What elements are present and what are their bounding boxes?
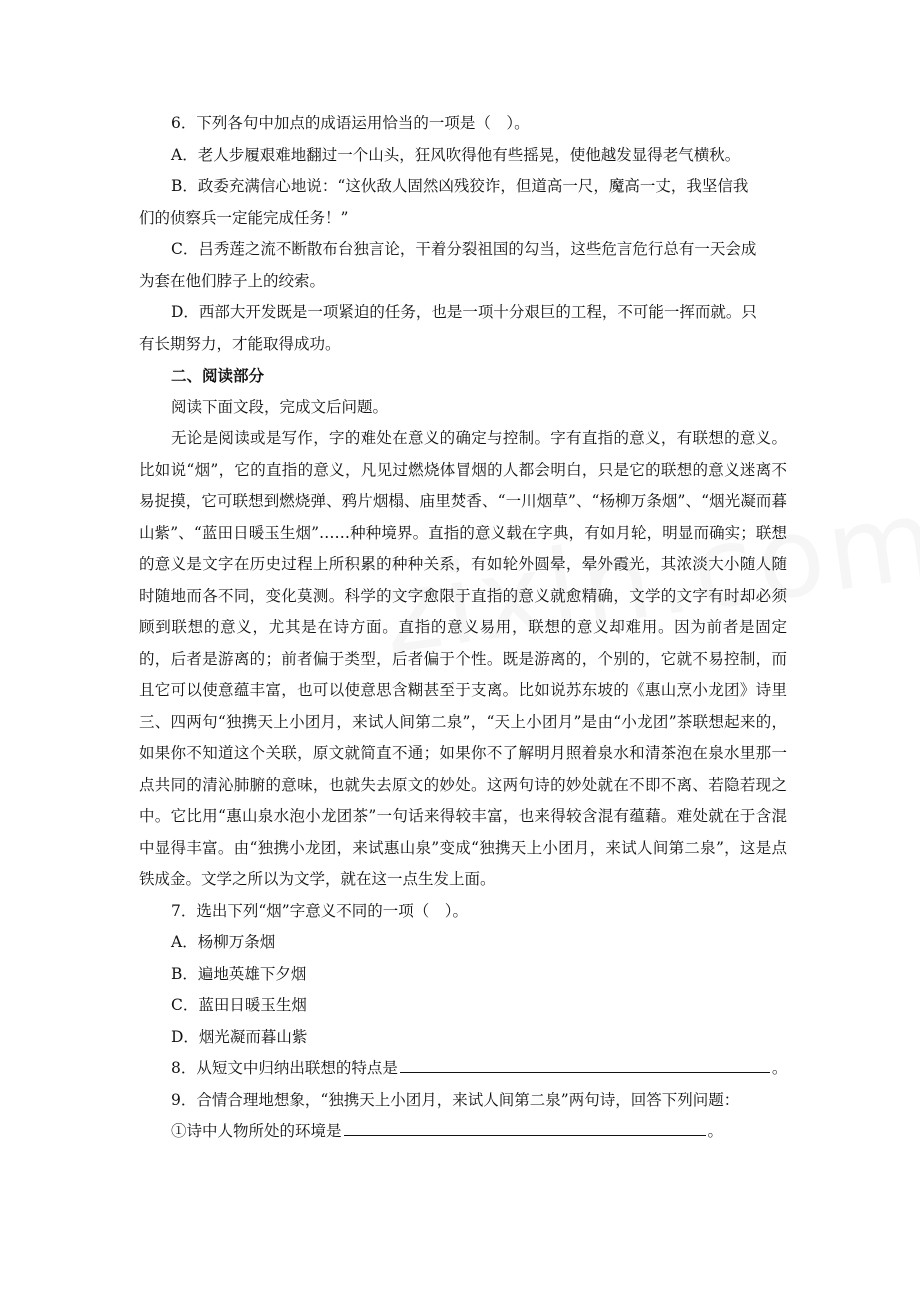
q7-stem: 7．选出下列“烟”字意义不同的一项（ ）。 <box>171 901 468 920</box>
q6-option-b-line2: 们的侦察兵一定能完成任务！” <box>139 208 349 227</box>
q6-option-c-line2: 为套在他们脖子上的绞索。 <box>139 271 326 290</box>
q8-end: 。 <box>771 1059 788 1077</box>
q6-option-d-line2: 有长期努力，才能取得成功。 <box>139 334 341 353</box>
q8-line <box>139 1053 787 1085</box>
document-content <box>139 108 787 1148</box>
section-intro: 阅读下面文段，完成文后问题。 <box>171 397 389 416</box>
reading-passage: 无论是阅读或是写作，字的难处在意义的确定与控制。字有直指的意义，有联想的意义。比如说“烟”，它的直指的意义，凡见过燃烧体冒烟的人都会明白，只是它的联想的意义迷离不易捉摸，它可联想到燃烧弹、鸦片烟榻、庙里焚香、“一川烟草”、“杨柳万条烟”、“烟光凝而暮山紫”、“蓝田日暖玉生烟”……种种境界。直指的意义载在字典，有如月轮，明显而确实；联想的意义是文字在历史过程上所积累的种种关系，有如轮外圆晕，晕外霞光，其浓淡大小随人随时随地而各不同，变化莫测。科学的文字愈限于直指的意义就愈精确，文学的文字有时却必须顾到联想的意义，尤其是在诗方面。直指的意义易用，联想的意义却难用。因为前者是固定的，后者是游离的；前者偏于类型，后者偏于个性。既是游离的，个别的，它就不易控制，而且它可以使意蕴丰富，也可以使意思含糊甚至于支离。比如说苏东坡的《惠山烹小龙团》诗里三、四两句“独携天上小团月，来试人间第二泉”，“天上小团月”是由“小龙团”茶联想起来的，如果你不知道这个关联，原文就简直不通；如果你不了解明月照着泉水和清茶泡在泉水里那一点共同的清沁肺腑的意味，也就失去原文的妙处。这两句诗的妙处就在不即不离、若隐若现之中。它比用“惠山泉水泡小龙团茶”一句话来得较丰富，也来得较含混有蕴藉。难处就在于含混中显得丰富。由“独携小龙团，来试惠山泉”变成“独携天上小团月，来试人间第二泉”，这是点铁成金。文学之所以为文学，就在这一点生发上面。 <box>139 429 787 888</box>
section-title: 二、阅读部分 <box>171 366 265 385</box>
q6-option-b-line1: B．政委充满信心地说：“这伙敌人固然凶残狡诈，但道高一尺，魔高一丈，我坚信我 <box>171 177 749 195</box>
q7-option-b: B．遍地英雄下夕烟 <box>171 964 307 983</box>
q6-option-a: A．老人步履艰难地翻过一个山头，狂风吹得他有些摇晃，使他越发显得老气横秋。 <box>171 145 741 164</box>
q6-stem: 6．下列各句中加点的成语运用恰当的一项是（ ）。 <box>171 114 530 132</box>
q6-option-c-line1: C．吕秀莲之流不断散布台独言论，干着分裂祖国的勾当，这些危言危行总有一天会成 <box>171 240 757 258</box>
q9-sub1-stem: ①诗中人物所处的环境是 <box>171 1122 342 1140</box>
q9-sub1-end: 。 <box>707 1122 724 1140</box>
q9-sub1-answer-blank[interactable] <box>344 1117 706 1136</box>
q7-option-d: D．烟光凝而暮山紫 <box>171 1027 308 1046</box>
q7-option-a: A．杨柳万条烟 <box>171 933 276 951</box>
q8-answer-blank[interactable] <box>400 1054 770 1073</box>
q8-stem: 8．从短文中归纳出联想的特点是 <box>171 1059 398 1077</box>
q9-stem: 9．合情合理地想象，“独携天上小团月，来试人间第二泉”两句诗，回答下列问题： <box>171 1090 740 1109</box>
q6-option-d-line1: D．西部大开发既是一项紧迫的任务，也是一项十分艰巨的工程，不可能一挥而就。只 <box>171 303 757 321</box>
q9-sub1-line <box>139 1116 787 1148</box>
q7-option-c: C．蓝田日暖玉生烟 <box>171 996 307 1014</box>
